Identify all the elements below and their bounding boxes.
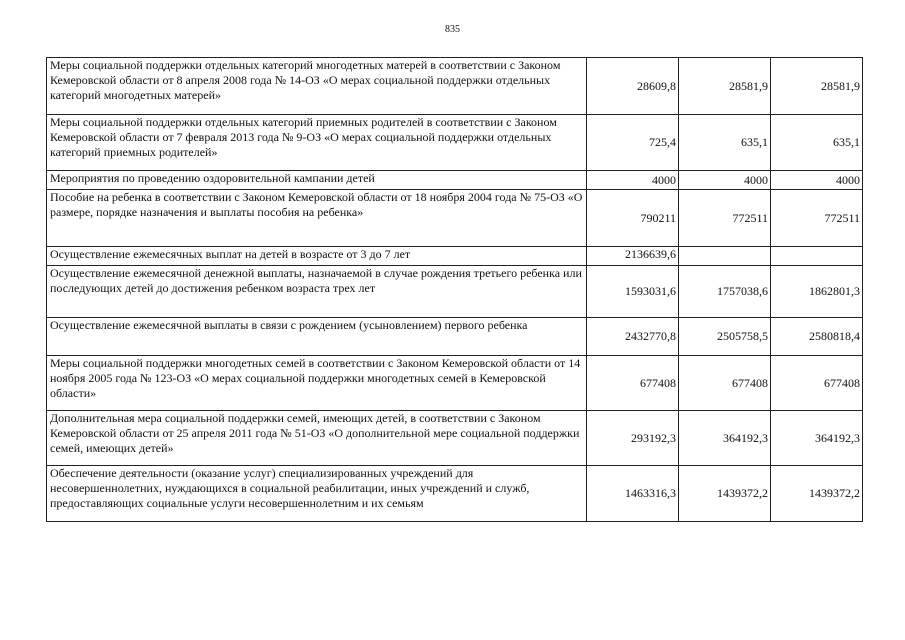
table-row	[47, 466, 863, 522]
row-value-col2: 772511	[679, 190, 771, 247]
row-value-col3	[771, 247, 863, 266]
row-value-col2: 28581,9	[679, 58, 771, 115]
row-value-col3: 1862801,3	[771, 266, 863, 318]
row-value-col2: 635,1	[679, 115, 771, 171]
row-value-col2: 1757038,6	[679, 266, 771, 318]
row-value-col1: 2432770,8	[587, 318, 679, 356]
row-value-col1: 790211	[587, 190, 679, 247]
row-value-col1: 1463316,3	[587, 466, 679, 522]
row-value-col3: 677408	[771, 356, 863, 411]
row-value-col1: 4000	[587, 171, 679, 190]
row-value-col1: 725,4	[587, 115, 679, 171]
row-value-col3: 1439372,2	[771, 466, 863, 522]
row-description: Осуществление ежемесячных выплат на детей в возрасте от 3 до 7 лет	[47, 247, 587, 266]
row-description: Осуществление ежемесячной денежной выплаты, назначаемой в случае рождения третьего ребенка или последующих детей до достижения ребенком возраста трех лет	[47, 266, 587, 318]
row-value-col1: 1593031,6	[587, 266, 679, 318]
row-value-col2: 1439372,2	[679, 466, 771, 522]
row-value-col3: 364192,3	[771, 411, 863, 466]
row-description: Меры социальной поддержки многодетных семей в соответствии с Законом Кемеровской области от 14 ноября 2005 года № 123-ОЗ «О мерах социальной поддержки многодетных семей в Кемеровской области»	[47, 356, 587, 411]
row-value-col2	[679, 247, 771, 266]
table-row	[47, 190, 863, 247]
row-value-col3: 635,1	[771, 115, 863, 171]
table-row	[47, 356, 863, 411]
table-row	[47, 411, 863, 466]
row-description: Меры социальной поддержки отдельных категорий многодетных матерей в соответствии с Законом Кемеровской области от 8 апреля 2008 года № 14-ОЗ «О мерах социальной поддержки отдельных категорий многодетных матерей»	[47, 58, 587, 115]
table-row	[47, 171, 863, 190]
row-value-col1: 293192,3	[587, 411, 679, 466]
row-description: Пособие на ребенка в соответствии с Законом Кемеровской области от 18 ноября 2004 года № 75-ОЗ «О размере, порядке назначения и выплаты пособия на ребенка»	[47, 190, 587, 247]
table-row	[47, 115, 863, 171]
table-row	[47, 247, 863, 266]
row-value-col1: 28609,8	[587, 58, 679, 115]
table-row	[47, 318, 863, 356]
row-description: Мероприятия по проведению оздоровительной кампании детей	[47, 171, 587, 190]
row-description: Меры социальной поддержки отдельных категорий приемных родителей в соответствии с Законом Кемеровской области от 7 февраля 2013 года № 9-ОЗ «О мерах социальной поддержки отдельных категорий приемных родителей»	[47, 115, 587, 171]
row-value-col2: 4000	[679, 171, 771, 190]
row-value-col3: 772511	[771, 190, 863, 247]
row-description: Обеспечение деятельности (оказание услуг) специализированных учреждений для несовершеннолетних, нуждающихся в социальной реабилитации, иных учреждений и служб, предоставляющих социальные услуги несовершеннолетним и их семьям	[47, 466, 587, 522]
row-value-col2: 364192,3	[679, 411, 771, 466]
row-value-col3: 2580818,4	[771, 318, 863, 356]
row-value-col1: 677408	[587, 356, 679, 411]
page-number: 835	[445, 24, 460, 35]
row-value-col3: 4000	[771, 171, 863, 190]
row-description: Осуществление ежемесячной выплаты в связи с рождением (усыновлением) первого ребенка	[47, 318, 587, 356]
budget-table	[46, 57, 863, 522]
table-row	[47, 266, 863, 318]
row-value-col3: 28581,9	[771, 58, 863, 115]
row-description: Дополнительная мера социальной поддержки семей, имеющих детей, в соответствии с Законом Кемеровской области от 25 апреля 2011 года № 51-ОЗ «О дополнительной мере социальной поддержки семей, имеющих детей»	[47, 411, 587, 466]
table-row	[47, 58, 863, 115]
row-value-col2: 677408	[679, 356, 771, 411]
row-value-col1: 2136639,6	[587, 247, 679, 266]
row-value-col2: 2505758,5	[679, 318, 771, 356]
